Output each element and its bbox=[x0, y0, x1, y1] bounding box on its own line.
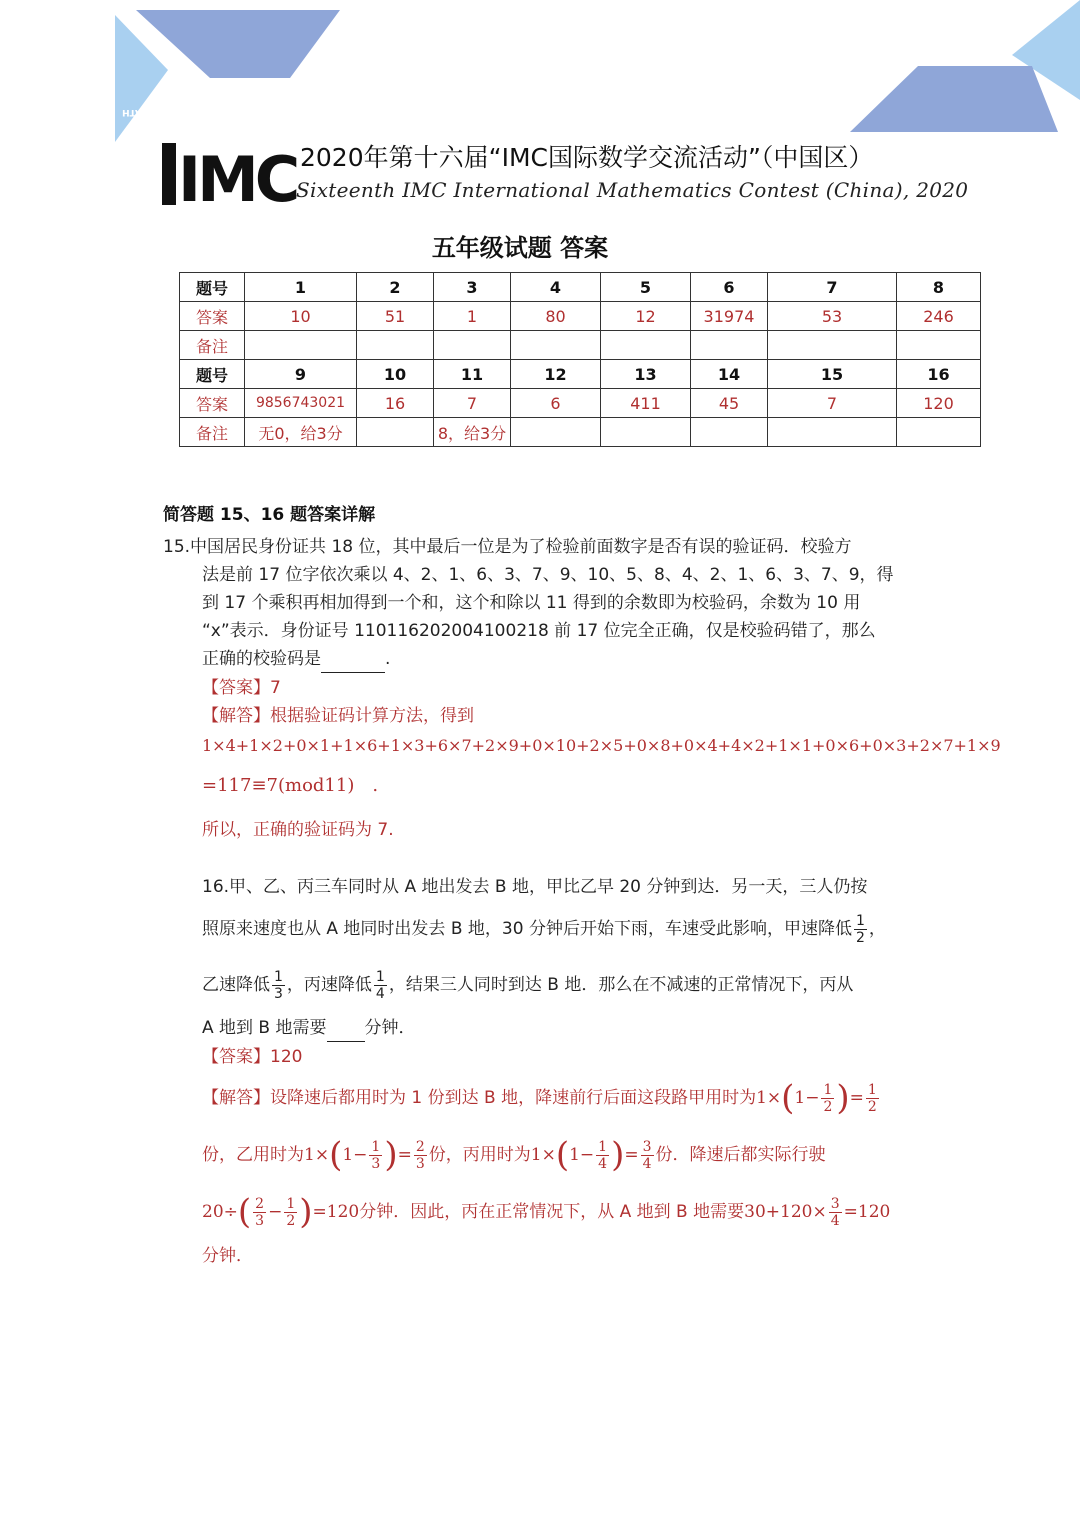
question-number: 15 bbox=[768, 360, 897, 389]
answer-cell: 53 bbox=[768, 302, 897, 331]
fraction bbox=[369, 1139, 382, 1172]
math-term: 30+120× bbox=[744, 1202, 827, 1222]
question-number: 12 bbox=[511, 360, 601, 389]
denominator: 3 bbox=[274, 985, 283, 1002]
math-term: = bbox=[849, 1088, 864, 1108]
math-term: − bbox=[268, 1202, 283, 1222]
q15-conclusion: 所以，正确的验证码为 7. bbox=[202, 820, 394, 840]
q15-formula: 1×4+1×2+0×1+1×6+1×3+6×7+2×9+0×10+2×5+0×8+0×4+4×2+1×1+0×6+0×3+2×7+1×9 bbox=[202, 736, 1001, 755]
q16-sol2-c: 份．降速后都实际行驶 bbox=[655, 1145, 826, 1165]
q15-last-text: 正确的校验码是 bbox=[202, 649, 321, 669]
deco-triangle-left bbox=[115, 15, 168, 142]
answer-blank bbox=[321, 654, 385, 673]
row-label-num: 题号 bbox=[180, 360, 245, 389]
denominator: 4 bbox=[642, 1155, 652, 1172]
math-term: = bbox=[624, 1145, 639, 1165]
title-chinese: 2020年第十六届“IMC国际数学交流活动”（中国区） bbox=[300, 143, 874, 172]
question-number: 7 bbox=[768, 273, 897, 302]
answer-cell: 6 bbox=[511, 389, 601, 418]
fraction bbox=[641, 1139, 654, 1172]
note-cell: 无0，给3分 bbox=[245, 418, 357, 447]
decorative-shapes bbox=[0, 0, 1080, 160]
q16-solution-line bbox=[202, 1190, 890, 1234]
q15-result: =117≡7(mod11) . bbox=[202, 775, 379, 796]
fraction bbox=[414, 1139, 427, 1172]
numerator: 3 bbox=[830, 1195, 840, 1212]
denominator: 3 bbox=[255, 1212, 265, 1229]
deco-trapezoid-right bbox=[850, 66, 1058, 132]
note-cell bbox=[601, 331, 691, 360]
q15-last-end: . bbox=[385, 649, 391, 669]
note-cell: 8，给3分 bbox=[434, 418, 511, 447]
fraction bbox=[272, 969, 285, 1002]
q15-line-last bbox=[202, 645, 390, 673]
math-term: =120 bbox=[843, 1202, 891, 1222]
note-cell bbox=[511, 418, 601, 447]
fraction bbox=[821, 1082, 834, 1115]
denominator: 4 bbox=[598, 1155, 608, 1172]
math-term: 1× bbox=[530, 1145, 556, 1165]
q16-line: 16.甲、乙、丙三车同时从 A 地出发去 B 地，甲比乙早 20 分钟到达．另一天，三人仍按 bbox=[202, 877, 868, 897]
q16-line bbox=[202, 1014, 416, 1042]
numerator: 1 bbox=[274, 968, 283, 985]
table-row bbox=[180, 360, 981, 389]
denominator: 2 bbox=[867, 1098, 877, 1115]
note-cell bbox=[357, 418, 434, 447]
q16-sol3-a: 分钟．因此，丙在正常情况下，从 A 地到 B 地需要 bbox=[359, 1202, 745, 1222]
note-cell bbox=[897, 331, 981, 360]
q16-line2-end: ， bbox=[868, 919, 886, 939]
left-paren: ( bbox=[237, 1192, 252, 1232]
question-number: 13 bbox=[601, 360, 691, 389]
answer-cell: 12 bbox=[601, 302, 691, 331]
numerator: 1 bbox=[598, 1138, 608, 1155]
q16-line bbox=[202, 910, 886, 948]
answer-cell: 7 bbox=[768, 389, 897, 418]
title-english: Sixteenth IMC International Mathematics Contest (China), 2020 bbox=[296, 178, 969, 202]
question-number: 2 bbox=[357, 273, 434, 302]
q16-solution-line bbox=[202, 1133, 826, 1177]
table-row bbox=[180, 418, 981, 447]
table-row bbox=[180, 389, 981, 418]
q15-line: 法是前 17 位字依次乘以 4、2、1、6、3、7、9、10、5、8、4、2、1、6、3、7、9，得 bbox=[202, 565, 894, 585]
note-cell bbox=[768, 418, 897, 447]
fraction bbox=[284, 1196, 297, 1229]
row-label-answer: 答案 bbox=[180, 302, 245, 331]
question-number: 11 bbox=[434, 360, 511, 389]
denominator: 3 bbox=[415, 1155, 425, 1172]
numerator: 1 bbox=[375, 968, 385, 985]
note-cell bbox=[897, 418, 981, 447]
answer-cell: 31974 bbox=[691, 302, 768, 331]
question-number: 3 bbox=[434, 273, 511, 302]
numerator: 3 bbox=[642, 1138, 652, 1155]
question-number: 4 bbox=[511, 273, 601, 302]
math-term: 1× bbox=[756, 1088, 782, 1108]
math-term: = bbox=[397, 1145, 412, 1165]
answer-cell: 411 bbox=[601, 389, 691, 418]
q16-line3-b: ，丙速降低 bbox=[286, 975, 372, 995]
fraction bbox=[253, 1196, 266, 1229]
denominator: 2 bbox=[823, 1098, 833, 1115]
q15-solution-label: 【解答】根据验证码计算方法，得到 bbox=[202, 706, 474, 726]
question-number: 9 bbox=[245, 360, 357, 389]
q16-line2-text: 照原来速度也从 A 地同时出发去 B 地，30 分钟后开始下雨，车速受此影响，甲速降低 bbox=[202, 919, 852, 939]
note-cell bbox=[511, 331, 601, 360]
answer-cell: 16 bbox=[357, 389, 434, 418]
answer-cell: 9856743021 bbox=[245, 389, 357, 418]
answer-cell: 10 bbox=[245, 302, 357, 331]
math-term: 20÷ bbox=[202, 1202, 238, 1222]
denominator: 2 bbox=[286, 1212, 296, 1229]
answer-cell: 1 bbox=[434, 302, 511, 331]
note-cell bbox=[357, 331, 434, 360]
imc-logo bbox=[122, 107, 297, 216]
answer-table bbox=[179, 272, 981, 447]
left-paren: ( bbox=[329, 1135, 343, 1175]
math-term: 1× bbox=[304, 1145, 330, 1165]
table-row bbox=[180, 302, 981, 331]
fraction bbox=[866, 1082, 879, 1115]
right-paren: ) bbox=[384, 1135, 398, 1175]
math-term: 1− bbox=[794, 1088, 820, 1108]
note-cell bbox=[691, 418, 768, 447]
numerator: 1 bbox=[371, 1138, 381, 1155]
q16-line4-b: 分钟． bbox=[364, 1018, 416, 1038]
right-paren: ) bbox=[299, 1192, 313, 1232]
note-cell bbox=[245, 331, 357, 360]
section-title: 简答题 15、16 题答案详解 bbox=[163, 505, 376, 525]
numerator: 2 bbox=[255, 1195, 265, 1212]
note-cell bbox=[601, 418, 691, 447]
answer-cell: 45 bbox=[691, 389, 768, 418]
q16-line3-a: 乙速降低 bbox=[202, 975, 270, 995]
left-paren: ( bbox=[781, 1078, 795, 1118]
fraction bbox=[854, 913, 867, 946]
row-label-answer: 答案 bbox=[180, 389, 245, 418]
numerator: 1 bbox=[823, 1081, 833, 1098]
q15-line: 到 17 个乘积再相加得到一个和，这个和除以 11 得到的余数即为校验码，余数为 10 用 bbox=[202, 593, 861, 613]
q16-solution-line bbox=[202, 1076, 881, 1120]
q16-sol4: 分钟． bbox=[202, 1246, 253, 1266]
table-row bbox=[180, 331, 981, 360]
question-number: 6 bbox=[691, 273, 768, 302]
q15-line: 15.中国居民身份证共 18 位，其中最后一位是为了检验前面数字是否有误的验证码．校验方 bbox=[163, 537, 852, 557]
q16-line4-a: A 地到 B 地需要 bbox=[202, 1018, 327, 1038]
q15-answer: 【答案】7 bbox=[202, 678, 281, 698]
question-number: 1 bbox=[245, 273, 357, 302]
table-row bbox=[180, 273, 981, 302]
note-cell bbox=[691, 331, 768, 360]
question-number: 16 bbox=[897, 360, 981, 389]
answer-cell: 80 bbox=[511, 302, 601, 331]
question-number: 10 bbox=[357, 360, 434, 389]
q16-line3-c: ，结果三人同时到达 B 地．那么在不减速的正常情况下，丙从 bbox=[388, 975, 854, 995]
math-term: =120 bbox=[312, 1202, 360, 1222]
denominator: 4 bbox=[830, 1212, 840, 1229]
page-subtitle: 五年级试题 答案 bbox=[431, 234, 609, 262]
q16-sol2-a: 份，乙用时为 bbox=[202, 1145, 304, 1165]
answer-cell: 120 bbox=[897, 389, 981, 418]
question-number: 8 bbox=[897, 273, 981, 302]
note-cell bbox=[768, 331, 897, 360]
numerator: 1 bbox=[286, 1195, 296, 1212]
fraction bbox=[374, 969, 387, 1002]
row-label-note: 备注 bbox=[180, 331, 245, 360]
q16-sol1: 【解答】设降速后都用时为 1 份到达 B 地，降速前行后面这段路甲用时为 bbox=[202, 1088, 757, 1108]
answer-cell: 246 bbox=[897, 302, 981, 331]
row-label-note: 备注 bbox=[180, 418, 245, 447]
deco-trapezoid-top bbox=[136, 10, 340, 78]
right-paren: ) bbox=[611, 1135, 625, 1175]
logo-side-text: MATH bbox=[122, 107, 151, 117]
right-paren: ) bbox=[836, 1078, 850, 1118]
numerator: 1 bbox=[867, 1081, 877, 1098]
fraction bbox=[596, 1139, 609, 1172]
answer-blank bbox=[327, 1023, 365, 1042]
math-term: 1− bbox=[342, 1145, 368, 1165]
numerator: 1 bbox=[855, 912, 865, 929]
left-paren: ( bbox=[555, 1135, 570, 1175]
q16-answer: 【答案】120 bbox=[202, 1047, 303, 1067]
q16-line bbox=[202, 966, 853, 1004]
note-cell bbox=[434, 331, 511, 360]
denominator: 3 bbox=[371, 1155, 381, 1172]
q15-line: “x”表示．身份证号 110116202004100218 前 17 位完全正确，仅是校验码错了，那么 bbox=[202, 621, 876, 641]
fraction bbox=[829, 1196, 842, 1229]
denominator: 4 bbox=[375, 985, 385, 1002]
question-number: 14 bbox=[691, 360, 768, 389]
q16-sol2-b: 份，丙用时为 bbox=[428, 1145, 531, 1165]
answer-cell: 7 bbox=[434, 389, 511, 418]
answer-cell: 51 bbox=[357, 302, 434, 331]
row-label-num: 题号 bbox=[180, 273, 245, 302]
question-number: 5 bbox=[601, 273, 691, 302]
numerator: 2 bbox=[415, 1138, 425, 1155]
math-term: 1− bbox=[569, 1145, 595, 1165]
logo-text: IMC bbox=[178, 143, 297, 216]
denominator: 2 bbox=[855, 929, 865, 946]
